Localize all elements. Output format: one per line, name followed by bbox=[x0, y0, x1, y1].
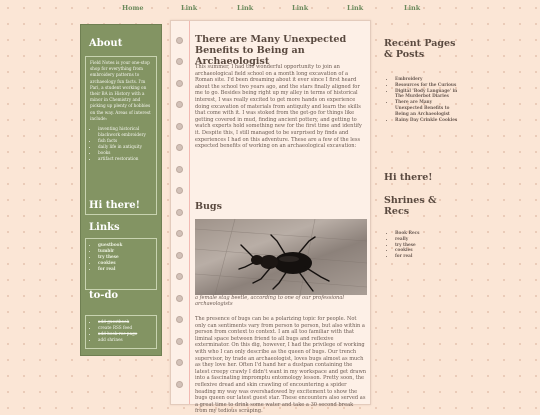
recent-list bbox=[384, 76, 458, 122]
todo-title: to-do bbox=[89, 290, 119, 301]
recent-item[interactable]: • Rainy Day Crinkle Cookies bbox=[395, 117, 458, 123]
link-tumblr[interactable]: • tumblr bbox=[98, 248, 152, 254]
binder-hole bbox=[176, 338, 183, 345]
shrine-item[interactable]: • really bbox=[395, 236, 458, 242]
binder-hole bbox=[176, 123, 183, 130]
binder-hole bbox=[176, 101, 183, 108]
binder-hole bbox=[176, 58, 183, 65]
binder-hole bbox=[176, 252, 183, 259]
links-title: Links bbox=[89, 222, 120, 233]
interest-item: • daily life in antiquity bbox=[98, 144, 152, 150]
shrines-title: Shrines & Recs bbox=[384, 195, 437, 217]
binder-hole bbox=[176, 166, 183, 173]
photo-caption: a female stag beetle, according to one of our professional archaeologists bbox=[195, 295, 344, 308]
recent-item[interactable]: • Digital 'Body Language' in The Murderbot Diaries bbox=[395, 88, 458, 100]
interest-item: • artifact restoration bbox=[98, 156, 152, 162]
nav-link-5[interactable]: Link bbox=[404, 4, 421, 12]
top-nav bbox=[0, 0, 540, 18]
shrine-item[interactable]: • cookies bbox=[395, 247, 458, 253]
nav-link-3[interactable]: Link bbox=[292, 4, 309, 12]
about-box bbox=[85, 56, 157, 215]
binder-hole bbox=[176, 359, 183, 366]
interest-item: • inventing historical blackwork embroidery bbox=[98, 126, 152, 138]
todo-item: • create RSS feed bbox=[98, 325, 152, 331]
section-title-bugs: Bugs bbox=[195, 201, 222, 212]
todo-box bbox=[85, 315, 157, 349]
binder-hole bbox=[176, 209, 183, 216]
post-body-bugs: The presence of bugs can be a polarizing topic for people. Not only can sentiments vary from person to person, but also within a person from context to context. I am all too familiar with that liminal space between friend to all bugs and reflexive exterminator. On this dig, however, I had the privilege of working with who I can only describe as the queen of bugs. Our trench supervisor, by trade an archaeologist, loves bugs almost as much as they love her. Often I'd hand her a dustpan containing the latest creepy crawly I didn't want in my workspace and get drawn into a fascinating impromptu entomology lesson. Pretty soon, the reflexive dread and skin crawling of encountering a spider heading my way was overshadowed by excitement to show the bugs queen our latest guest star. These encounters also served as a great time to drink some water and take a 30 second break from my tedious scraping. bbox=[195, 316, 367, 415]
binder-hole bbox=[176, 381, 183, 388]
shrines-list bbox=[384, 230, 458, 259]
binder-hole bbox=[176, 187, 183, 194]
binder-hole bbox=[176, 230, 183, 237]
beetle-photo bbox=[195, 219, 367, 295]
link-for-real[interactable]: • for real bbox=[98, 266, 152, 272]
right-hi-title: Hi there! bbox=[384, 172, 433, 183]
recent-item[interactable]: • There are Many Unexpected Benefits to Being an Archaeologist bbox=[395, 99, 458, 116]
links-box bbox=[85, 238, 157, 290]
recent-title: Recent Pages & Posts bbox=[384, 38, 456, 60]
post-intro: This summer, I had the wonderful opportunity to join an archaeological field school on a month long excavation of a Roman site. I'd been dreaming about it ever since I first heard about the school two years ago, and the stars finally aligned for me to go. Besides being right up my alley in terms of historical interest, I was really excited to get more hands on experience doing excavation of materials from antiquity and learn the skills that come with it. I was stoked from the get-go for things like getting covered in mud, finding ancient pottery, and getting to watch experts hold something new for the first time and identify it. Despite this, I still managed to be surprised by finds and experiences I had on this adventure. These are a few of the less expected benefits of working on an archaeological excavation: bbox=[195, 64, 362, 150]
nav-link-4[interactable]: Link bbox=[347, 4, 364, 12]
binder-hole bbox=[176, 273, 183, 280]
links-list bbox=[90, 242, 152, 272]
interest-item: • fish facts bbox=[98, 138, 152, 144]
about-text: Field Notes is your one-stop shop for everything from embroidery patterns to archaeology fun facts. I'm Pari, a student working on their BA in History with a minor in Chemistry and picking up plenty of hobbies on the way. Areas of interest include: bbox=[90, 60, 151, 121]
link-cookies[interactable]: • cookies bbox=[98, 260, 152, 266]
todo-item: • add book rec page bbox=[98, 331, 152, 337]
recent-item[interactable]: • Resources for the Curious bbox=[395, 82, 458, 88]
interest-item: • books bbox=[98, 150, 152, 156]
nav-link-2[interactable]: Link bbox=[237, 4, 254, 12]
left-sidebar bbox=[80, 24, 162, 356]
todo-item: • add shrines bbox=[98, 337, 152, 343]
todo-item: • add guestbook bbox=[98, 319, 152, 325]
link-guestbook[interactable]: • guestbook bbox=[98, 242, 152, 248]
link-try-these[interactable]: • try these bbox=[98, 254, 152, 260]
binder-hole bbox=[176, 295, 183, 302]
beetle-illustration bbox=[195, 219, 367, 295]
nav-home[interactable]: Home bbox=[122, 4, 144, 12]
shrine-item[interactable]: • try these bbox=[395, 242, 458, 248]
interests-list bbox=[90, 126, 152, 162]
recent-item[interactable]: • Embroidery bbox=[395, 76, 458, 82]
about-title: About bbox=[89, 38, 123, 49]
binder-hole bbox=[176, 80, 183, 87]
nav-link-1[interactable]: Link bbox=[181, 4, 198, 12]
shrine-item[interactable]: • Book Recs bbox=[395, 230, 458, 236]
post-title: There are Many Unexpected Benefits to Being an Archaeologist bbox=[195, 34, 347, 67]
binder-hole bbox=[176, 37, 183, 44]
binder-hole bbox=[176, 144, 183, 151]
todo-list bbox=[90, 319, 152, 343]
shrine-item[interactable]: • for real bbox=[395, 253, 458, 259]
hi-title: Hi there! bbox=[89, 200, 141, 211]
binder-hole bbox=[176, 316, 183, 323]
post-paper bbox=[170, 20, 371, 415]
